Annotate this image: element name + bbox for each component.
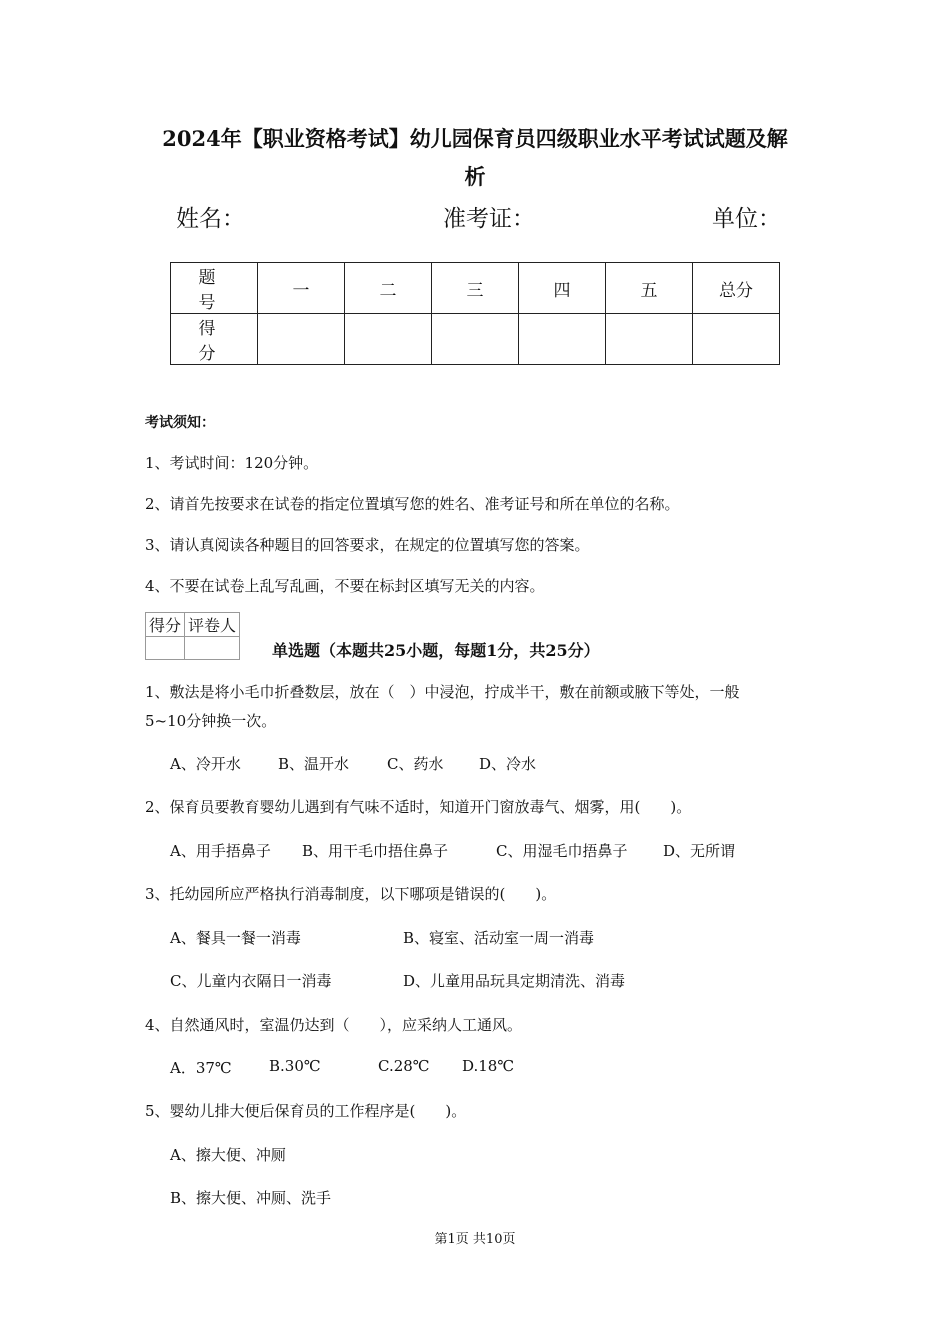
grader-score-label: 得分 — [146, 613, 185, 637]
score-header-cell: 一 — [258, 263, 345, 314]
question-5: 5、婴幼儿排大便后保育员的工作程序是( )。 — [145, 1102, 467, 1120]
notice-item: 4、不要在试卷上乱写乱画，不要在标封区填写无关的内容。 — [145, 577, 545, 595]
q2-option-c[interactable]: C、用湿毛巾捂鼻子 — [496, 842, 628, 860]
page-footer: 第1页 共10页 — [434, 1232, 516, 1247]
q1-option-d[interactable]: D、冷水 — [479, 755, 537, 773]
question-2: 2、保育员要教育婴幼儿遇到有气味不适时，知道开门窗放毒气、烟雾，用( )。 — [145, 798, 692, 816]
question-3: 3、托幼园所应严格执行消毒制度，以下哪项是错误的( )。 — [145, 885, 557, 903]
title-line-2: 析 — [464, 164, 486, 189]
q2-option-b[interactable]: B、用干毛巾捂住鼻子 — [302, 842, 449, 860]
score-header-cell: 二 — [345, 263, 432, 314]
question-1: 1、敷法是将小毛巾折叠数层，放在（ ）中浸泡，拧成半干，敷在前额或腋下等处，一般 — [145, 683, 740, 701]
q5-option-a[interactable]: A、擦大便、冲厕 — [170, 1146, 286, 1164]
notice-title: 考试须知： — [145, 415, 215, 431]
grader-reviewer-cell[interactable] — [185, 637, 240, 660]
score-cell[interactable] — [519, 314, 606, 365]
notice-item: 3、请认真阅读各种题目的回答要求，在规定的位置填写您的答案。 — [145, 536, 590, 554]
score-cell[interactable] — [432, 314, 519, 365]
score-header-cell: 四 — [519, 263, 606, 314]
q1-option-b[interactable]: B、温开水 — [278, 755, 350, 773]
score-table — [170, 262, 780, 365]
notice-item: 1、考试时间：120分钟。 — [145, 454, 319, 472]
q3-option-b[interactable]: B、寝室、活动室一周一消毒 — [403, 929, 595, 947]
question-1-cont: 5~10分钟换一次。 — [145, 712, 277, 730]
score-header-cell: 题 号 — [171, 263, 258, 314]
name-label: 姓名： — [176, 206, 245, 232]
q4-option-d[interactable]: D.18℃ — [462, 1057, 515, 1075]
q4-option-c[interactable]: C.28℃ — [378, 1057, 430, 1075]
q3-option-c[interactable]: C、儿童内衣隔日一消毒 — [170, 972, 332, 990]
score-row-label: 得 分 — [171, 314, 258, 365]
grader-score-cell[interactable] — [146, 637, 185, 660]
unit-label: 单位： — [712, 206, 781, 232]
score-table-score-row — [171, 314, 780, 365]
q4-option-a[interactable]: A．37℃ — [170, 1059, 232, 1077]
q1-option-a[interactable]: A、冷开水 — [170, 755, 241, 773]
score-cell[interactable] — [606, 314, 693, 365]
score-cell[interactable] — [693, 314, 780, 365]
score-cell[interactable] — [345, 314, 432, 365]
score-header-cell: 总分 — [693, 263, 780, 314]
question-4: 4、自然通风时，室温仍达到（ ），应采纳人工通风。 — [145, 1016, 523, 1034]
title-line-1: 2024年【职业资格考试】幼儿园保育员四级职业水平考试试题及解 — [162, 126, 788, 151]
score-cell[interactable] — [258, 314, 345, 365]
grader-table — [145, 612, 240, 660]
exam-id-label: 准考证： — [443, 206, 535, 232]
score-table-header-row — [171, 263, 780, 314]
score-header-cell: 五 — [606, 263, 693, 314]
q2-option-a[interactable]: A、用手捂鼻子 — [170, 842, 271, 860]
q3-option-a[interactable]: A、餐具一餐一消毒 — [170, 929, 301, 947]
q5-option-b[interactable]: B、擦大便、冲厕、洗手 — [170, 1189, 332, 1207]
q1-option-c[interactable]: C、药水 — [387, 755, 444, 773]
document-title — [130, 120, 820, 196]
score-header-cell: 三 — [432, 263, 519, 314]
section-title: 单选题（本题共25小题，每题1分，共25分） — [272, 641, 600, 660]
q4-option-b[interactable]: B.30℃ — [269, 1057, 321, 1075]
grader-reviewer-label: 评卷人 — [185, 613, 240, 637]
q3-option-d[interactable]: D、儿童用品玩具定期清洗、消毒 — [403, 972, 626, 990]
notice-item: 2、请首先按要求在试卷的指定位置填写您的姓名、准考证号和所在单位的名称。 — [145, 495, 680, 513]
q2-option-d[interactable]: D、无所谓 — [663, 842, 736, 860]
